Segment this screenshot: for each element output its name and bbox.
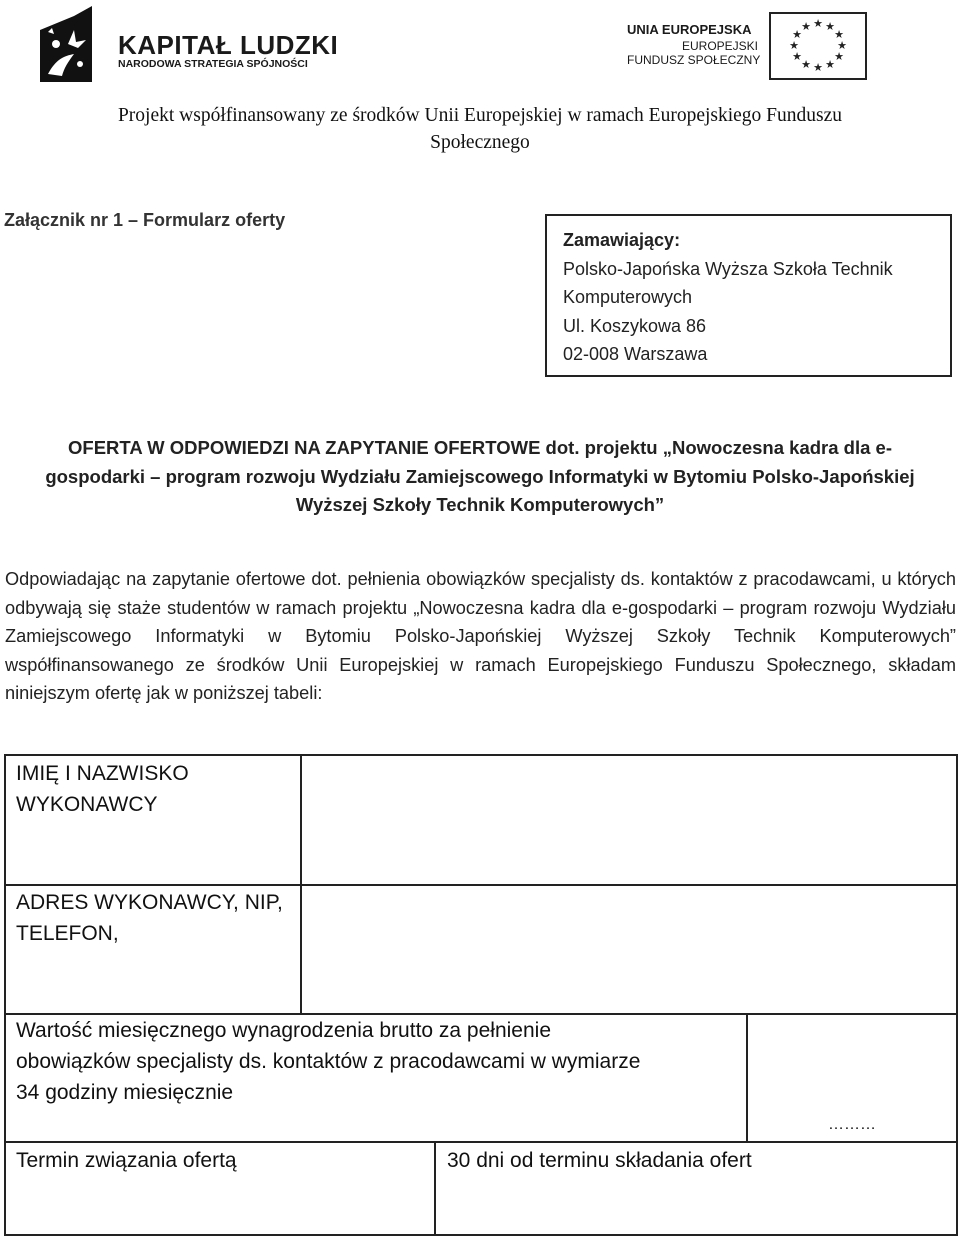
address-label [16, 887, 283, 949]
eu-flag-icon [769, 12, 867, 80]
eu-line-1: UNIA EUROPEJSKA [627, 22, 752, 37]
svg-text:★: ★ [813, 17, 823, 30]
eu-line-2: EUROPEJSKI [682, 39, 759, 53]
project-line-2: Społecznego [430, 132, 530, 153]
project-cofinancing-note [0, 102, 960, 156]
buyer-name-line-1: Polsko-Japońska Wyższa Szkoła Technik [563, 258, 893, 279]
svg-text:★: ★ [837, 39, 847, 52]
term-value: 30 dni od terminu składania ofert [447, 1149, 752, 1172]
svg-text:★: ★ [834, 28, 844, 41]
offer-heading-line-1: OFERTA W ODPOWIEDZI NA ZAPYTANIE OFERTOWE dot. projektu „Nowoczesna kadra dla e- [68, 437, 892, 458]
buyer-box [545, 214, 952, 377]
offer-heading-line-2: gospodarki – program rozwoju Wydziału Zamiejscowego Informatyki w Bytomiu Polsko-Japońskiej [45, 465, 915, 487]
salary-label [16, 1015, 640, 1108]
offer-heading [0, 434, 960, 520]
project-line-1: Projekt współfinansowany ze środków Unii Europejskiej w ramach Europejskiego Funduszu [117, 105, 843, 126]
table-row-divider [6, 1141, 956, 1143]
salary-label-line-1: Wartość miesięcznego wynagrodzenia brutto za pełnienie [16, 1019, 552, 1042]
address-label-line-2: TELEFON, [16, 922, 119, 945]
svg-text:★: ★ [825, 58, 835, 71]
salary-label-line-2: obowiązków specjalisty ds. kontaktów z pracodawcami w wymiarze [16, 1050, 641, 1073]
address-input-cell[interactable] [304, 887, 954, 1011]
name-input-cell[interactable] [304, 758, 954, 882]
table-column-divider [434, 1143, 436, 1236]
buyer-label: Zamawiający: [563, 230, 681, 250]
intro-paragraph: Odpowiadając na zapytanie ofertowe dot. pełnienia obowiązków specjalisty ds. kontaktów z pracodawcami, u których odbywają się staże studentów w ramach projektu „Nowoczesna kadra dla e-gospodarki – program rozwoju Wydziału Zamiejscowego Informatyki w Bytomiu Polsko-Japońskiej Wyższej Szkoły Technik Komputerowych” współfinansowanego ze środków Unii Europejskiej w ramach Europejskiego Funduszu Społecznego, składam niniejszym ofertę jak w poniższej tabeli: [5, 569, 956, 703]
buyer-city: 02-008 Warszawa [563, 344, 708, 364]
svg-text:★: ★ [801, 58, 811, 71]
kapital-ludzki-subtitle: NARODOWA STRATEGIA SPÓJNOŚCI [118, 58, 308, 70]
salary-value: ……… [828, 1116, 876, 1133]
buyer-street: Ul. Koszykowa 86 [563, 315, 707, 336]
name-label-line-2: WYKONAWCY [16, 793, 158, 816]
svg-text:★: ★ [825, 20, 835, 33]
svg-text:★: ★ [789, 39, 799, 52]
salary-label-line-3: 34 godziny miesięcznie [16, 1081, 234, 1104]
svg-text:★: ★ [801, 20, 811, 33]
svg-text:★: ★ [792, 50, 802, 63]
svg-text:★: ★ [792, 28, 802, 41]
table-row-divider [6, 884, 956, 886]
term-label: Termin związania ofertą [16, 1149, 237, 1172]
buyer-name-line-2: Komputerowych [563, 287, 693, 307]
offer-table [4, 754, 958, 1236]
table-column-divider [300, 756, 302, 1013]
table-column-divider [746, 1015, 748, 1142]
name-label [16, 758, 189, 820]
address-label-line-1: ADRES WYKONAWCY, NIP, [16, 891, 283, 914]
attachment-title: Załącznik nr 1 – Formularz oferty [4, 210, 286, 230]
offer-heading-line-3: Wyższej Szkoły Technik Komputerowych” [295, 494, 665, 515]
name-label-line-1: IMIĘ I NAZWISKO [16, 762, 189, 785]
eu-line-3: FUNDUSZ SPOŁECZNY [627, 53, 761, 67]
svg-text:★: ★ [834, 50, 844, 63]
salary-input-cell[interactable] [750, 1017, 954, 1139]
kapital-ludzki-title: KAPITAŁ LUDZKI [118, 30, 339, 60]
svg-text:★: ★ [813, 61, 823, 74]
